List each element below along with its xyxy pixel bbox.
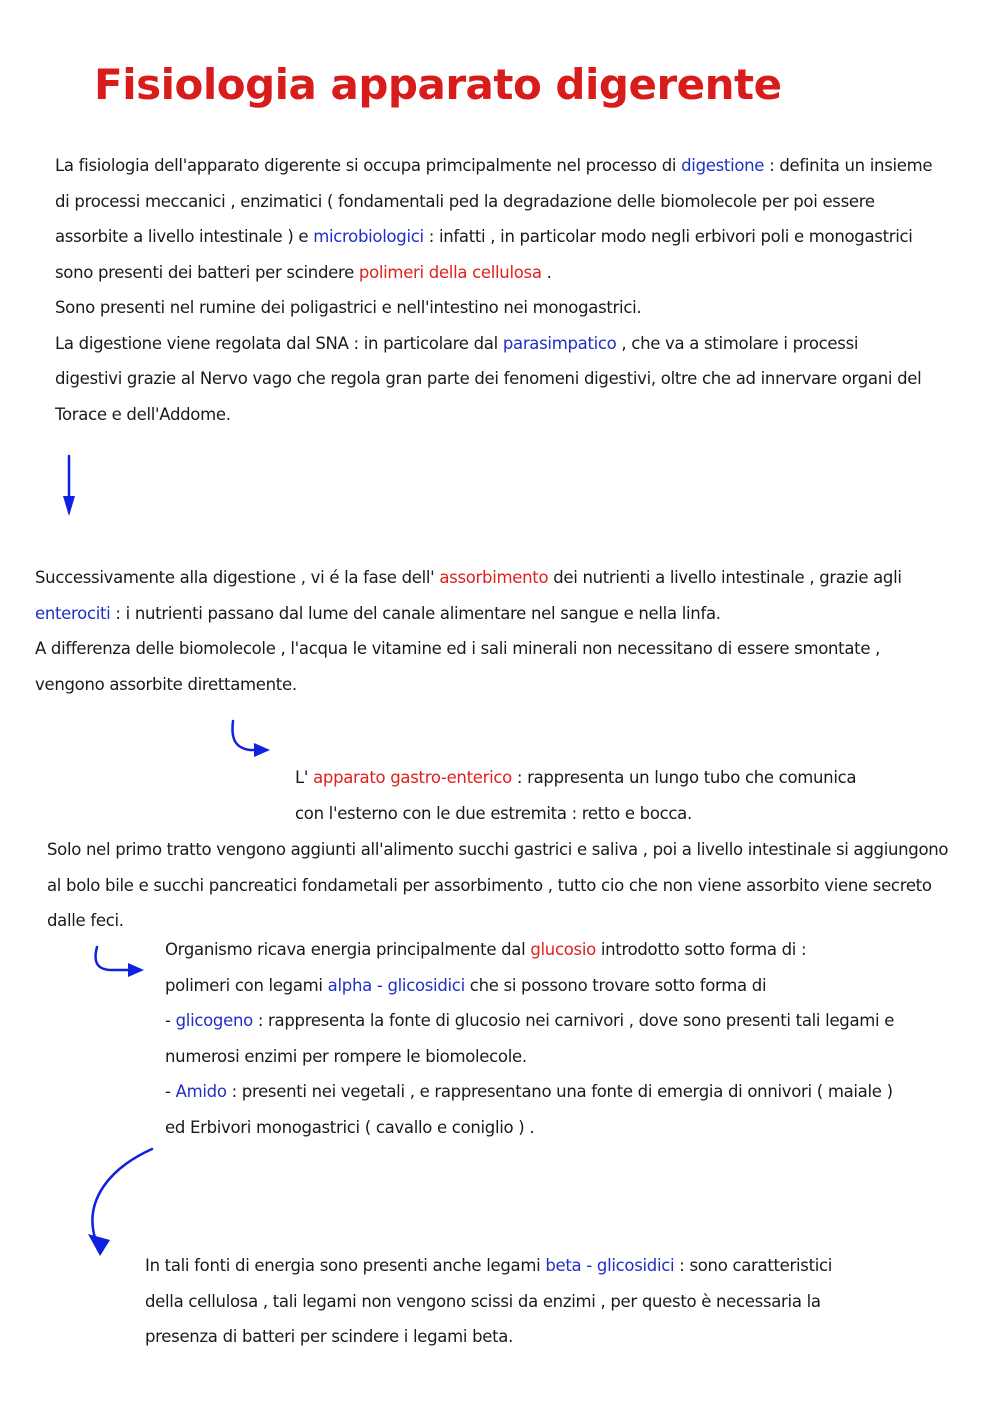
- text-segment: -: [165, 1011, 176, 1030]
- text-segment: vengono assorbite direttamente.: [35, 674, 297, 694]
- text-segment: L': [295, 768, 314, 787]
- text-segment: -: [165, 1082, 176, 1101]
- text-segment: , che va a stimolare i processi: [616, 333, 859, 353]
- highlighted-term: microbiologici: [313, 227, 424, 246]
- text-segment: La fisiologia dell'apparato digerente si occupa primcipalmente nel processo di: [55, 156, 682, 175]
- text-segment: A differenza delle biomolecole , l'acqua le vitamine ed i sali minerali non necessitano di essere smontate ,: [35, 639, 881, 658]
- text-segment: numerosi enzimi per rompere le biomolecole.: [165, 1046, 527, 1066]
- page-title: Fisiologia apparato digerente: [94, 60, 782, 109]
- highlighted-term: alpha - glicosidici: [327, 975, 465, 995]
- text-segment: dei nutrienti a livello intestinale , grazie agli: [548, 568, 902, 587]
- text-segment: La digestione viene regolata dal SNA : in particolare dal: [55, 333, 503, 353]
- text-segment: : rappresenta la fonte di glucosio nei carnivori , dove sono presenti tali legami e: [252, 1011, 895, 1030]
- text-segment: Organismo ricava energia principalmente dal: [165, 940, 531, 959]
- text-line: [145, 1248, 832, 1284]
- highlighted-term: assorbimento: [439, 568, 549, 587]
- text-segment: che si possono trovare sotto forma di: [464, 975, 767, 995]
- text-segment: .: [541, 262, 552, 282]
- text-segment: ed Erbivori monogastrici ( cavallo e coniglio ) .: [165, 1117, 535, 1137]
- text-segment: : sono caratteristici: [674, 1256, 833, 1275]
- text-segment: introdotto sotto forma di :: [595, 940, 807, 959]
- text-segment: dalle feci.: [47, 911, 124, 930]
- text-segment: della cellulosa , tali legami non vengono scissi da enzimi , per questo è necessaria la: [145, 1291, 821, 1311]
- highlighted-term: glicogeno: [175, 1011, 253, 1030]
- highlighted-term: parasimpatico: [502, 333, 617, 353]
- text-segment: di processi meccanici , enzimatici ( fondamentali ped la degradazione delle biomolecole per poi essere: [55, 191, 875, 211]
- text-segment: digestivi grazie al Nervo vago che regola gran parte dei fenomeni digestivi, oltre che ad innervare organi del: [55, 369, 922, 388]
- text-segment: polimeri con legami: [165, 975, 328, 995]
- text-segment: : presenti nei vegetali , e rappresentano una fonte di emergia di onnivori ( maiale ): [226, 1082, 893, 1101]
- highlighted-term: glucosio: [530, 940, 596, 959]
- highlighted-term: enterociti: [35, 603, 111, 623]
- text-segment: : i nutrienti passano dal lume del canale alimentare nel sangue e nella linfa.: [110, 603, 721, 623]
- text-line: [145, 1284, 832, 1320]
- text-segment: : infatti , in particolar modo negli erbivori poli e monogastrici: [423, 227, 913, 246]
- text-segment: con l'esterno con le due estremita : retto e bocca.: [295, 803, 692, 823]
- text-segment: assorbite a livello intestinale ) e: [55, 227, 314, 246]
- text-line: [145, 1319, 832, 1355]
- text-segment: presenza di batteri per scindere i legami beta.: [145, 1327, 514, 1346]
- highlighted-term: Amido: [175, 1082, 227, 1101]
- highlighted-term: apparato gastro-enterico: [313, 768, 512, 787]
- highlighted-term: beta - glicosidici: [545, 1256, 675, 1275]
- text-segment: : rappresenta un lungo tubo che comunica: [511, 768, 857, 787]
- text-segment: Solo nel primo tratto vengono aggiunti all'alimento succhi gastrici e saliva , poi a livello intestinale si aggiungono: [47, 840, 949, 859]
- text-segment: al bolo bile e succhi pancreatici fondametali per assorbimento , tutto cio che non viene assorbito viene secreto: [47, 875, 932, 895]
- text-segment: Torace e dell'Addome.: [55, 404, 231, 424]
- text-segment: : definita un insieme: [764, 156, 933, 175]
- highlighted-term: digestione: [681, 156, 765, 175]
- text-segment: sono presenti dei batteri per scindere: [55, 262, 359, 282]
- paragraph-beta: [145, 1248, 832, 1355]
- text-segment: In tali fonti di energia sono presenti anche legami: [145, 1256, 546, 1275]
- text-segment: Successivamente alla digestione , vi é la fase dell': [35, 568, 440, 587]
- highlighted-term: polimeri della cellulosa: [358, 262, 542, 282]
- text-segment: Sono presenti nel rumine dei poligastrici e nell'intestino nei monogastrici.: [55, 298, 642, 317]
